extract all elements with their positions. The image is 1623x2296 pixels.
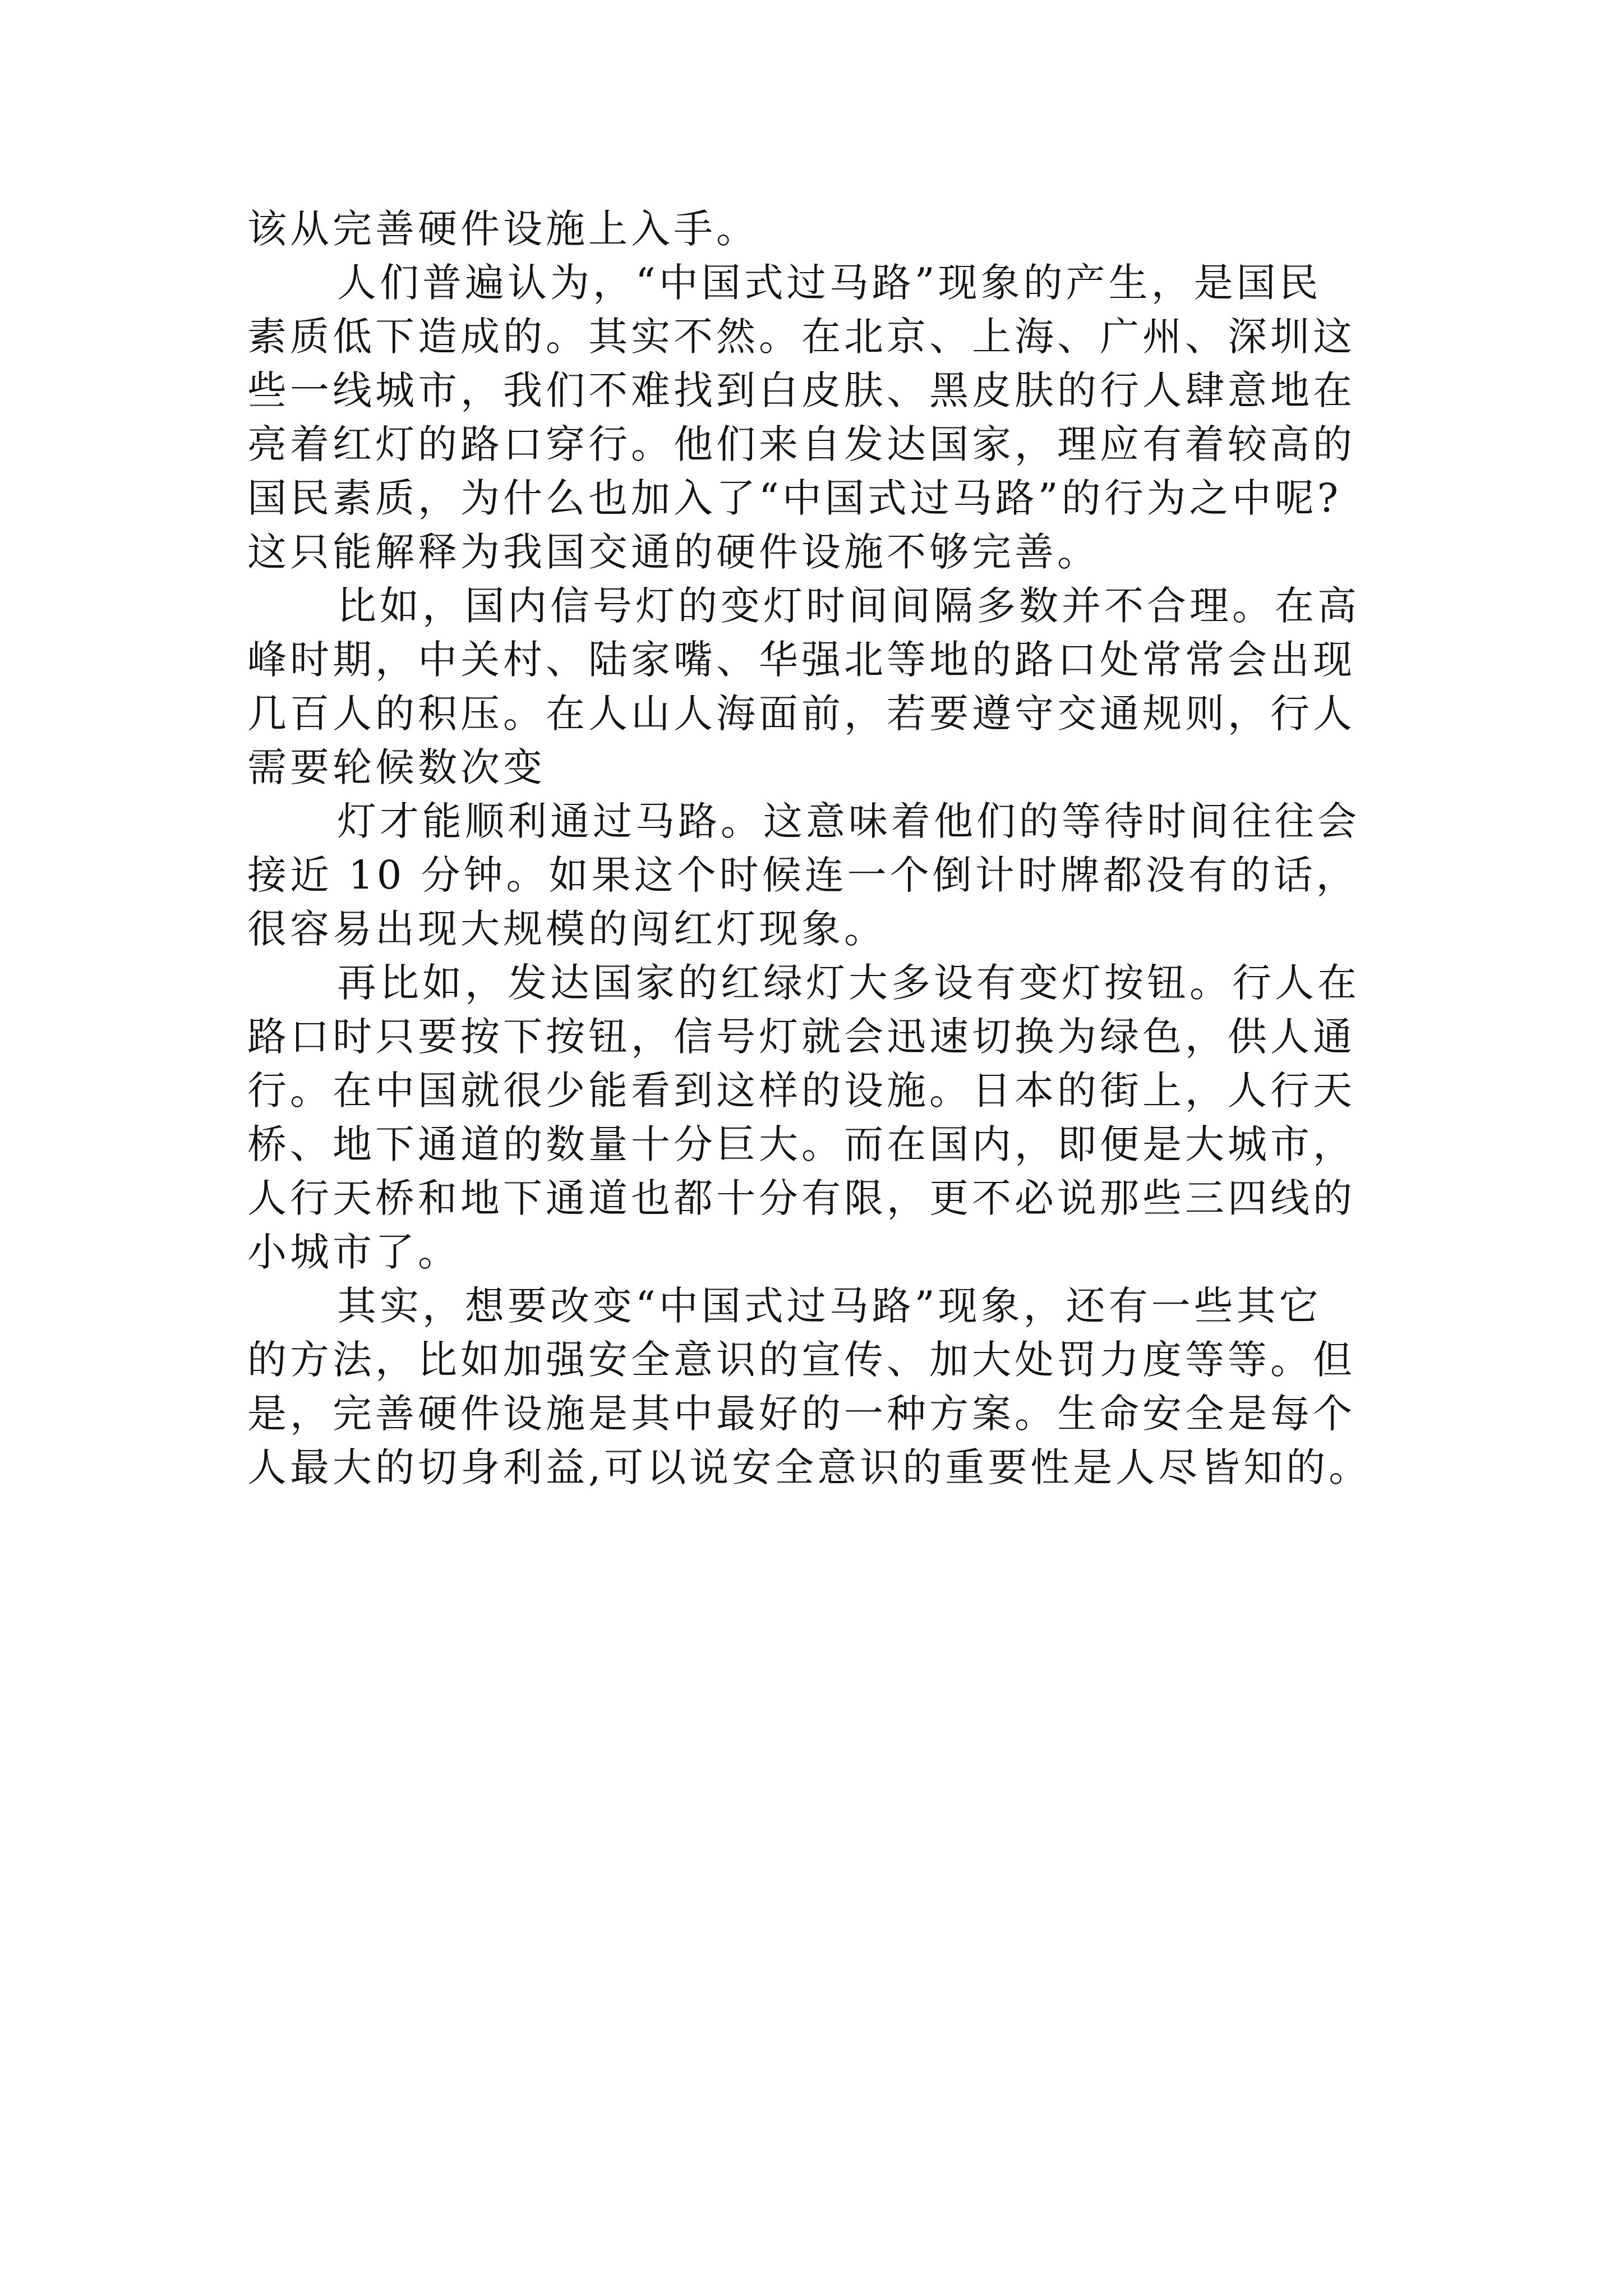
text-line: 人最大的切身利益,可以说安全意识的重要性是人尽皆知的。 bbox=[247, 1444, 1372, 1490]
paragraph-first-line: 其实，想要改变“中国式过马路”现象，还有一些其它 bbox=[337, 1283, 1322, 1329]
text-line: 小城市了。 bbox=[247, 1229, 460, 1275]
text-line: 峰时期，中关村、陆家嘴、华强北等地的路口处常常会出现 bbox=[247, 637, 1355, 683]
text-line: 很容易出现大规模的闯红灯现象。 bbox=[247, 906, 887, 952]
text-line: 些一线城市，我们不难找到白皮肤、黑皮肤的行人肆意地在 bbox=[247, 367, 1355, 413]
text-line: 几百人的积压。在人山人海面前，若要遵守交通规则，行人 bbox=[247, 691, 1355, 737]
text-line: 国民素质，为什么也加入了“中国式过马路”的行为之中呢? bbox=[247, 475, 1342, 521]
paragraph-first-line: 灯才能顺利通过马路。这意味着他们的等待时间往往会 bbox=[337, 798, 1360, 844]
paragraph-first-line: 比如，国内信号灯的变灯时间间隔多数并不合理。在高 bbox=[337, 583, 1360, 629]
text-line: 人行天桥和地下通道也都十分有限，更不必说那些三四线的 bbox=[247, 1175, 1355, 1221]
paragraph-first-line: 人们普遍认为，“中国式过马路”现象的产生，是国民 bbox=[337, 260, 1322, 306]
text-line: 接近 10 分钟。如果这个时候连一个倒计时牌都没有的话， bbox=[247, 852, 1359, 898]
text-line: 亮着红灯的路口穿行。他们来自发达国家，理应有着较高的 bbox=[247, 421, 1355, 467]
document-body bbox=[247, 202, 1391, 1494]
text-line: 行。在中国就很少能看到这样的设施。日本的街上，人行天 bbox=[247, 1068, 1355, 1114]
text-line: 需要轮候数次变 bbox=[247, 744, 546, 790]
text-line: 的方法，比如加强安全意识的宣传、加大处罚力度等等。但 bbox=[247, 1337, 1355, 1383]
text-line: 这只能解释为我国交通的硬件设施不够完善。 bbox=[247, 529, 1100, 575]
text-line: 素质低下造成的。其实不然。在北京、上海、广州、深圳这 bbox=[247, 314, 1355, 360]
text-line: 是，完善硬件设施是其中最好的一种方案。生命安全是每个 bbox=[247, 1391, 1355, 1437]
text-line: 该从完善硬件设施上入手。 bbox=[247, 206, 759, 252]
text-line: 路口时只要按下按钮，信号灯就会迅速切换为绿色，供人通 bbox=[247, 1014, 1355, 1060]
text-line: 桥、地下通道的数量十分巨大。而在国内，即便是大城市， bbox=[247, 1121, 1355, 1167]
paragraph-first-line: 再比如，发达国家的红绿灯大多设有变灯按钮。行人在 bbox=[337, 960, 1360, 1006]
